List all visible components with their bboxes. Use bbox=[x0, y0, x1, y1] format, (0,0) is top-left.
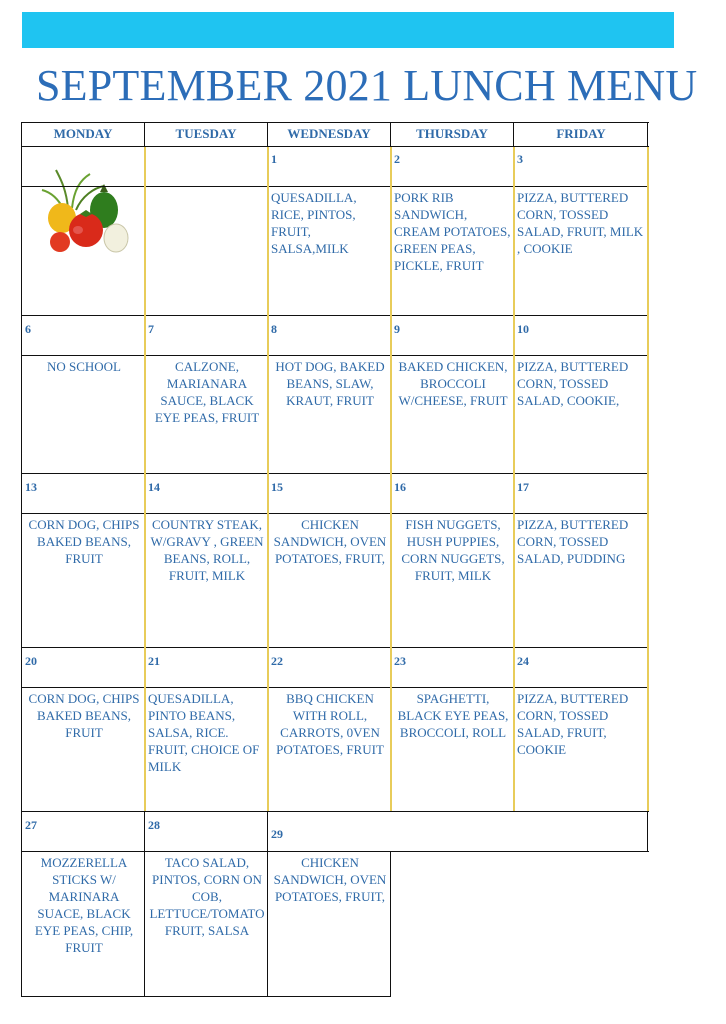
menu-cell: COUNTRY STEAK, W/GRAVY , GREEN BEANS, ROLL, FRUIT, MILK bbox=[150, 517, 264, 583]
menu-cell: CALZONE, MARIANARA SAUCE, BLACK EYE PEAS, FRUIT bbox=[154, 359, 260, 425]
date-cell: 23 bbox=[394, 654, 406, 668]
date-cell: 7 bbox=[148, 322, 154, 336]
menu-cell: NO SCHOOL bbox=[46, 359, 122, 374]
date-cell: 16 bbox=[394, 480, 406, 494]
header-wednesday: WEDNESDAY bbox=[287, 126, 371, 141]
menu-cell: FISH NUGGETS, HUSH PUPPIES, CORN NUGGETS, FRUIT, MILK bbox=[401, 517, 505, 583]
date-cell: 29 bbox=[271, 827, 283, 841]
menu-cell: PIZZA, BUTTERED CORN, TOSSED SALAD, COOKIE, bbox=[517, 359, 629, 408]
date-cell: 17 bbox=[517, 480, 529, 494]
date-cell: 15 bbox=[271, 480, 283, 494]
onion-icon bbox=[104, 224, 128, 252]
date-cell: 28 bbox=[148, 818, 160, 832]
page-title: SEPTEMBER 2021 LUNCH MENU bbox=[36, 61, 698, 110]
date-cell: 6 bbox=[25, 322, 31, 336]
date-cell: 2 bbox=[394, 152, 400, 166]
date-cell: 9 bbox=[394, 322, 400, 336]
menu-cell: BBQ CHICKEN WITH ROLL, CARROTS, 0VEN POTATOES, FRUIT bbox=[276, 691, 384, 757]
menu-cell: PORK RIB SANDWICH, CREAM POTATOES, GREEN PEAS, PICKLE, FRUIT bbox=[394, 190, 511, 273]
date-cell: 27 bbox=[25, 818, 37, 832]
menu-cell: QUESADILLA, PINTO BEANS, SALSA, RICE. FRUIT, CHOICE OF MILK bbox=[148, 691, 260, 774]
date-cell: 20 bbox=[25, 654, 37, 668]
header-thursday: THURSDAY bbox=[416, 126, 488, 141]
menu-cell: CORN DOG, CHIPS BAKED BEANS, FRUIT bbox=[28, 517, 140, 566]
vegetables-icon bbox=[38, 168, 132, 260]
menu-cell: TACO SALAD, PINTOS, CORN ON COB, LETTUCE/TOMATO FRUIT, SALSA bbox=[149, 855, 265, 938]
header-tuesday: TUESDAY bbox=[175, 126, 237, 141]
menu-cell: QUESADILLA, RICE, PINTOS, FRUIT, SALSA,MILK bbox=[271, 190, 357, 256]
date-cell: 21 bbox=[148, 654, 160, 668]
menu-cell: SPAGHETTI, BLACK EYE PEAS, BROCCOLI, ROLL bbox=[397, 691, 509, 740]
date-cell: 8 bbox=[271, 322, 277, 336]
header-monday: MONDAY bbox=[53, 126, 113, 141]
date-cell: 3 bbox=[517, 152, 523, 166]
date-cell: 13 bbox=[25, 480, 37, 494]
menu-cell: CHICKEN SANDWICH, OVEN POTATOES, FRUIT, bbox=[273, 855, 387, 904]
menu-cell: MOZZERELLA STICKS W/ MARINARA SUACE, BLACK EYE PEAS, CHIP, FRUIT bbox=[34, 855, 134, 955]
small-tomato-icon bbox=[50, 232, 70, 252]
date-cell: 1 bbox=[271, 152, 277, 166]
menu-cell: BAKED CHICKEN, BROCCOLI W/CHEESE, FRUIT bbox=[398, 359, 508, 408]
menu-cell: PIZZA, BUTTERED CORN, TOSSED SALAD, PUDDING bbox=[517, 517, 629, 566]
menu-cell: CORN DOG, CHIPS BAKED BEANS, FRUIT bbox=[28, 691, 140, 740]
menu-cell: HOT DOG, BAKED BEANS, SLAW, KRAUT, FRUIT bbox=[275, 359, 385, 408]
menu-cell: CHICKEN SANDWICH, OVEN POTATOES, FRUIT, bbox=[273, 517, 387, 566]
date-cell: 14 bbox=[148, 480, 160, 494]
header-friday: FRIDAY bbox=[556, 126, 606, 141]
top-banner-bar bbox=[22, 12, 674, 48]
date-cell: 22 bbox=[271, 654, 283, 668]
date-cell: 24 bbox=[517, 654, 529, 668]
date-cell: 10 bbox=[517, 322, 529, 336]
menu-cell: PIZZA, BUTTERED CORN, TOSSED SALAD, FRUIT, MILK , COOKIE bbox=[517, 190, 644, 256]
menu-cell: PIZZA, BUTTERED CORN, TOSSED SALAD, FRUIT, COOKIE bbox=[517, 691, 629, 757]
